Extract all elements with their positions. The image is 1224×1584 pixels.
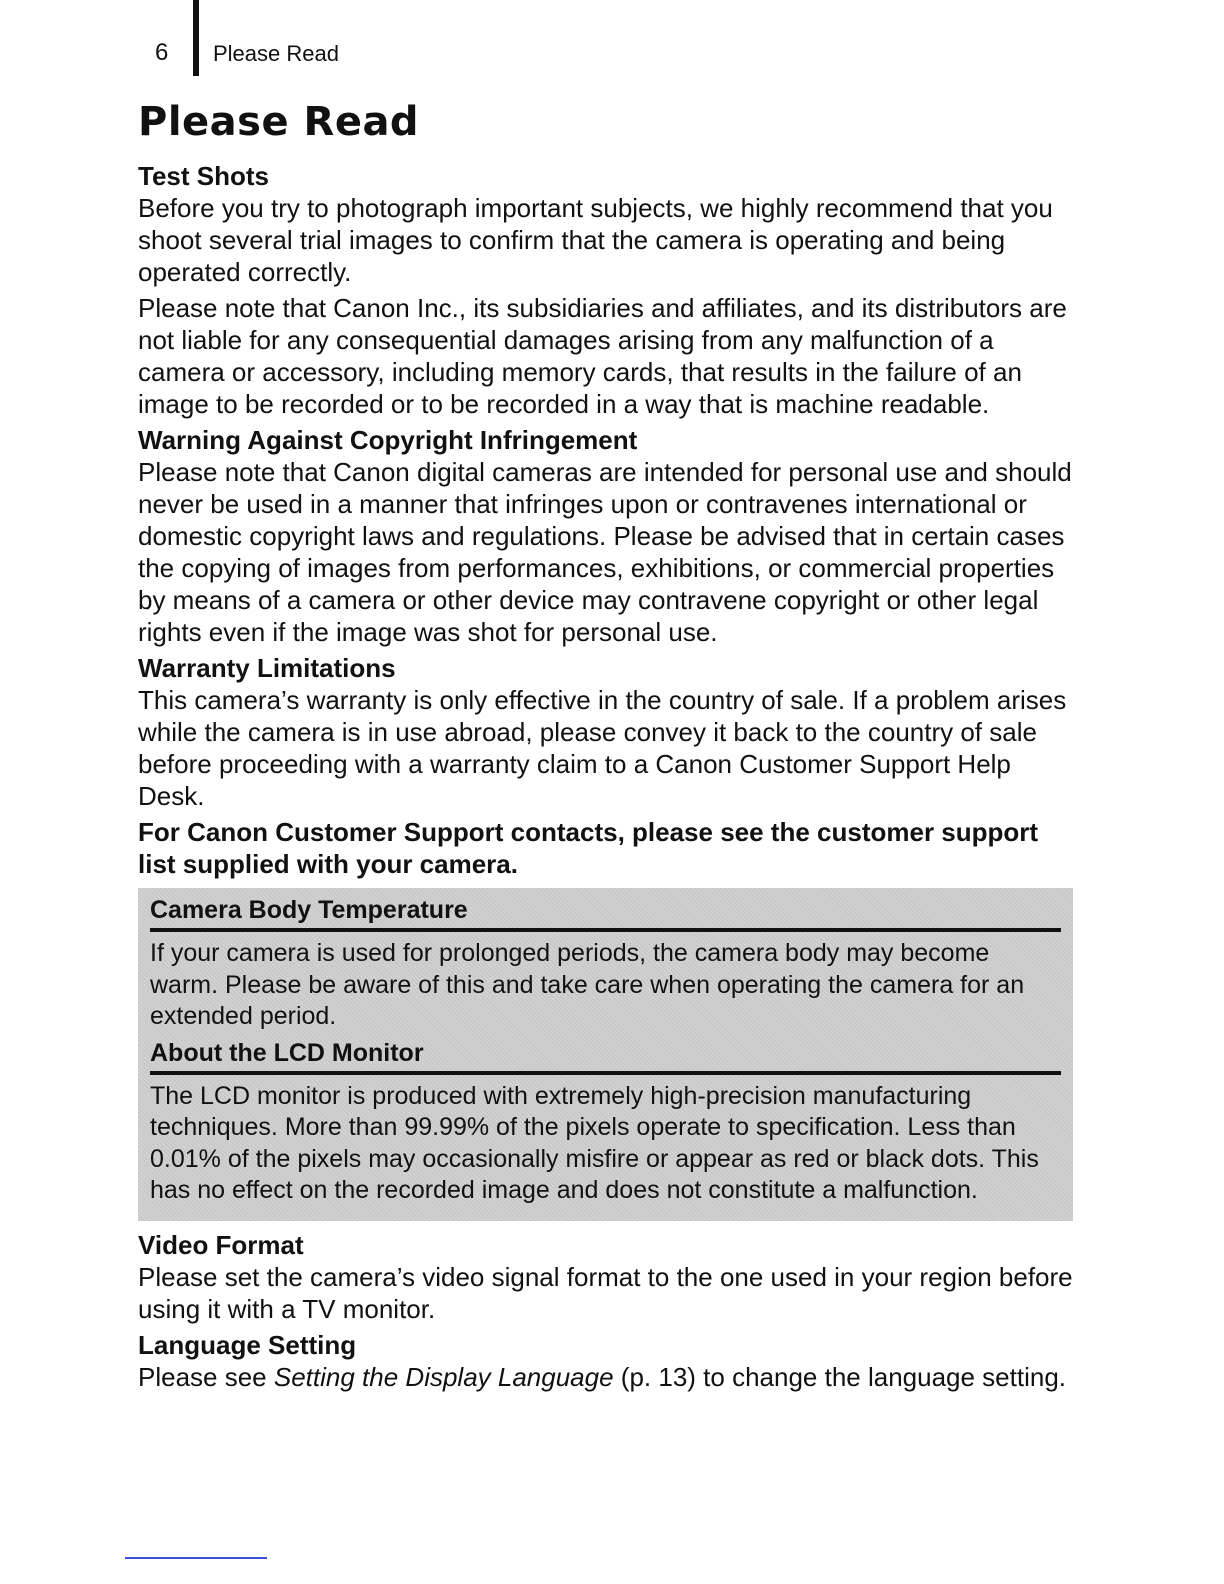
section-test-shots: [138, 160, 1078, 420]
language-text-after: (p. 13) to change the language setting.: [613, 1361, 1067, 1392]
paragraph-language: [138, 1361, 1078, 1393]
page-header: [0, 0, 1224, 80]
language-text-before: Please see: [138, 1361, 274, 1392]
page-title: Please Read: [138, 99, 420, 145]
section-copyright: [138, 424, 1078, 648]
paragraph: Before you try to photograph important subjects, we highly recommend that you shoot several trial images to confirm that the camera is operating and being operated correctly.: [138, 193, 1053, 287]
box-heading-temperature: Camera Body Temperature: [150, 894, 1061, 932]
page-number: 6: [155, 39, 169, 66]
section-heading-language-setting: Language Setting: [138, 1329, 357, 1360]
paragraph: This camera’s warranty is only effective in the country of sale. If a problem arises while the camera is in use abroad, please convey it back to the country of sale before proceeding with a warranty claim to a Canon Customer Support Help Desk.: [138, 685, 1067, 811]
section-language-setting: [138, 1329, 1078, 1393]
info-box: [138, 888, 1073, 1221]
paragraph: Please note that Canon digital cameras are intended for personal use and should never be used in a manner that infringes upon or contravenes international or domestic copyright laws and regulations. Please be advised that in certain cases the copying of images from performances, exhibitions, or commercial properties by means of a camera or other device may contravene copyright or other legal rights even if the image was shot for personal use.: [138, 457, 1072, 647]
cross-reference-link[interactable]: Setting the Display Language: [273, 1361, 614, 1392]
section-video-format: [138, 1229, 1078, 1325]
section-warranty: [138, 652, 1078, 880]
section-heading-test-shots: Test Shots: [138, 161, 269, 191]
paragraph: Please note that Canon Inc., its subsidiaries and affiliates, and its distributors are not liable for any consequential damages arising from any malfunction of a camera or accessory, including memory cards, that results in the failure of an image to be recorded or to be recorded in a way that is machine readable.: [138, 293, 1067, 419]
section-heading-video-format: Video Format: [138, 1229, 304, 1260]
header-rule: [193, 0, 199, 76]
support-contacts-note: For Canon Customer Support contacts, please see the customer support list supplied with your camera.: [138, 817, 1039, 879]
section-heading-copyright: Warning Against Copyright Infringement: [138, 425, 638, 455]
box-text-temperature: If your camera is used for prolonged periods, the camera body may become warm. Please be aware of this and take care when operating the camera for an extended period.: [150, 939, 1025, 1030]
footer-rule: [125, 1557, 267, 1559]
section-heading-warranty: Warranty Limitations: [138, 653, 396, 683]
paragraph: Please set the camera’s video signal format to the one used in your region before using it with a TV monitor.: [138, 1261, 1073, 1324]
page-content: [138, 96, 1078, 1397]
running-head: Please Read: [213, 41, 339, 66]
box-text-lcd: The LCD monitor is produced with extremely high-precision manufacturing techniques. More than 99.99% of the pixels operate to specification. Less than 0.01% of the pixels may occasionally misfire or appear as red or black dots. This has no effect on the recorded image and does not constitute a malfunction.: [150, 1081, 1039, 1204]
box-heading-lcd: About the LCD Monitor: [150, 1037, 1061, 1075]
